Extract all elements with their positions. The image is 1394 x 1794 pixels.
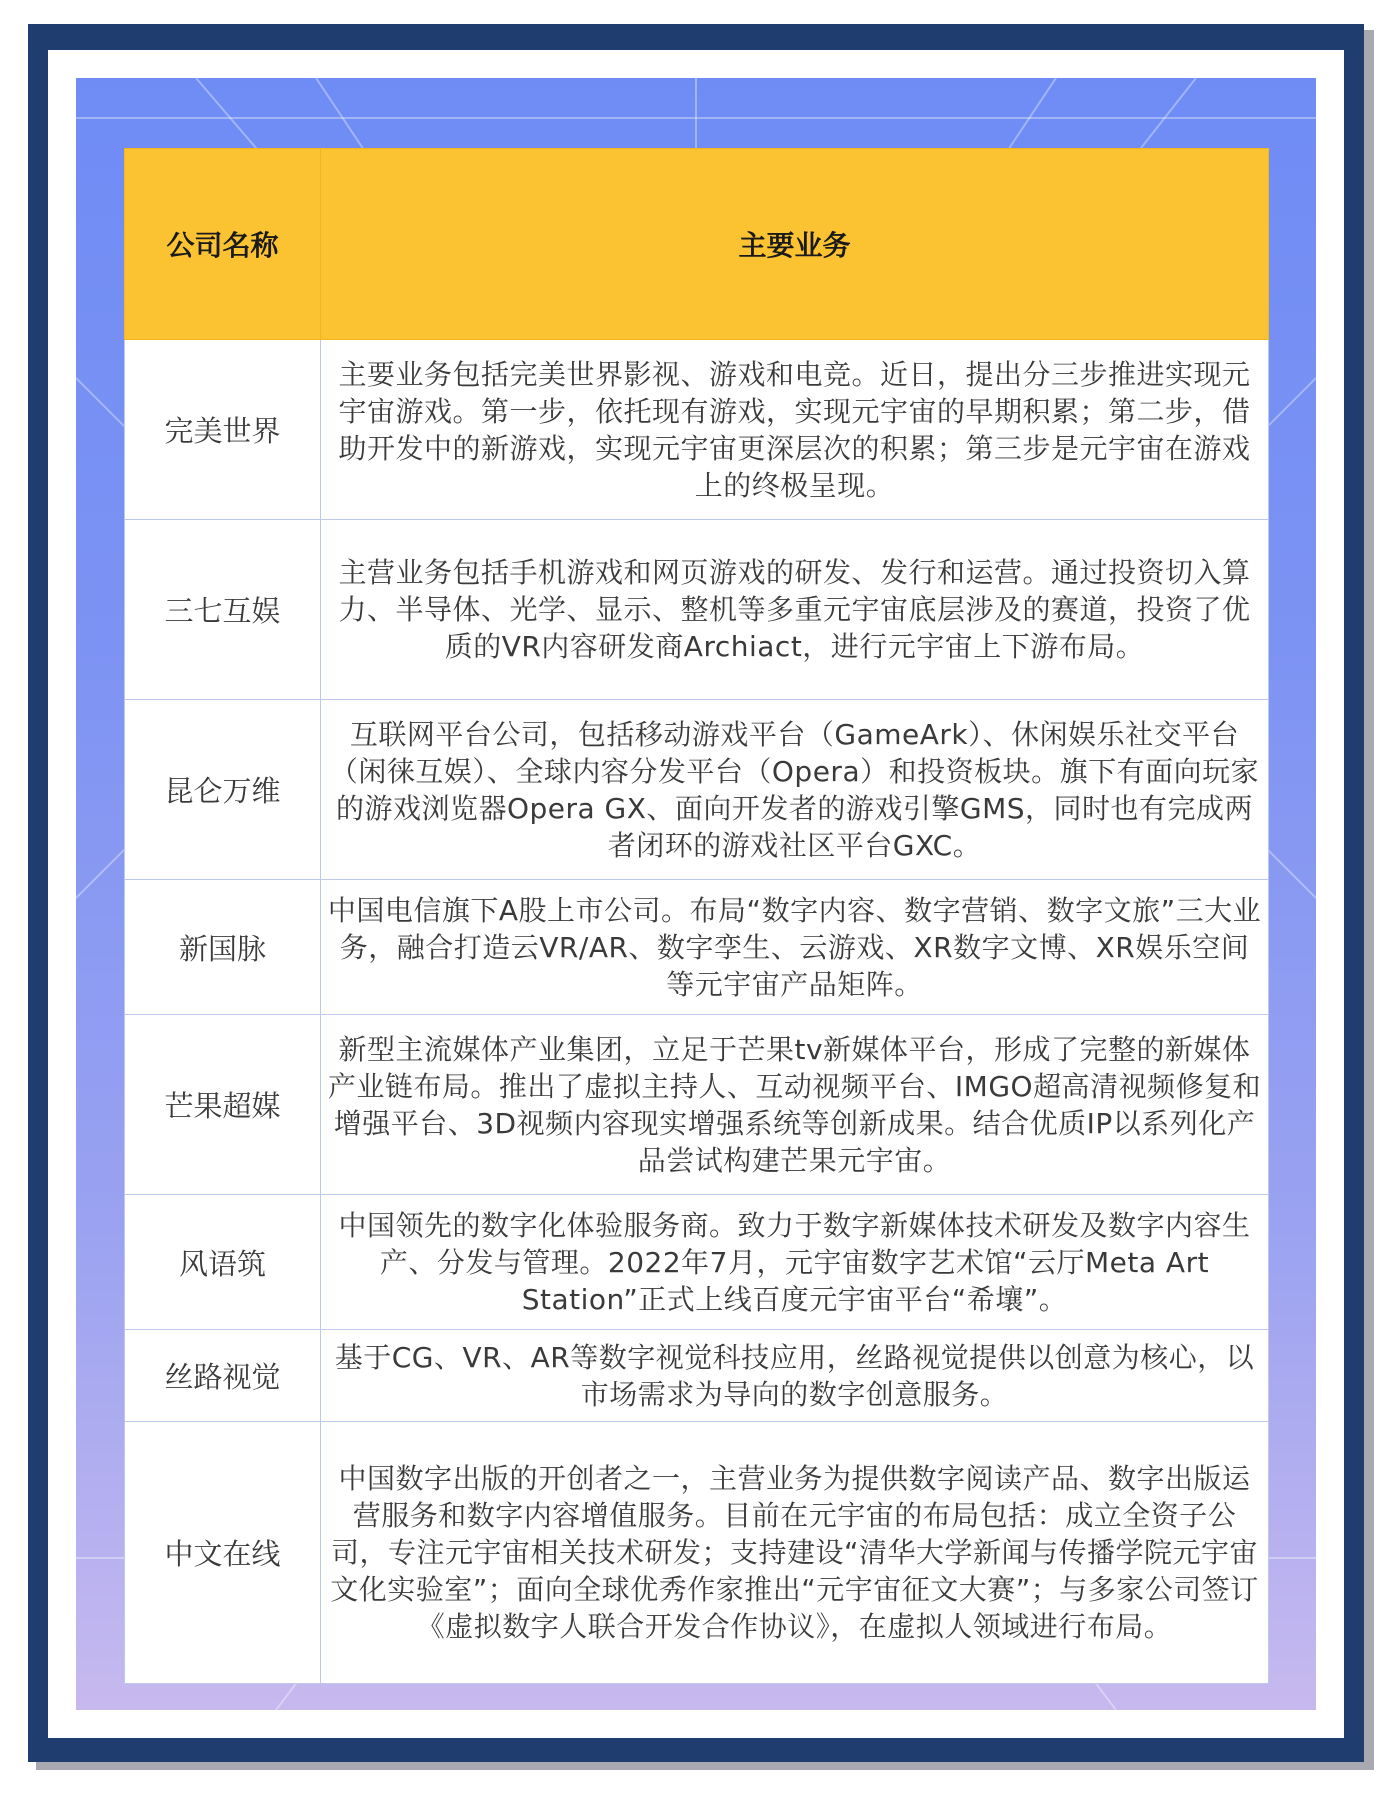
table-row xyxy=(125,1330,1269,1422)
table-row xyxy=(125,1195,1269,1330)
company-name-cell: 三七互娱 xyxy=(125,520,321,700)
table-row xyxy=(125,700,1269,880)
company-table-container xyxy=(124,148,1268,1684)
company-name-cell: 风语筑 xyxy=(125,1195,321,1330)
business-cell: 新型主流媒体产业集团，立足于芒果tv新媒体平台，形成了完整的新媒体产业链布局。推出了虚拟主持人、互动视频平台、IMGO超高清视频修复和增强平台、3D视频内容现实增强系统等创新成果。结合优质IP以系列化产品尝试构建芒果元宇宙。 xyxy=(321,1015,1269,1195)
gradient-background xyxy=(76,78,1316,1710)
content-panel xyxy=(48,50,1344,1738)
business-cell: 中国领先的数字化体验服务商。致力于数字新媒体技术研发及数字内容生产、分发与管理。2022年7月，元宇宙数字艺术馆“云厅Meta Art Station”正式上线百度元宇宙平台“希壤”。 xyxy=(321,1195,1269,1330)
business-cell: 主营业务包括手机游戏和网页游戏的研发、发行和运营。通过投资切入算力、半导体、光学、显示、整机等多重元宇宙底层涉及的赛道，投资了优质的VR内容研发商Archiact，进行元宇宙上下游布局。 xyxy=(321,520,1269,700)
business-cell: 互联网平台公司，包括移动游戏平台（GameArk）、休闲娱乐社交平台（闲徕互娱）、全球内容分发平台（Opera）和投资板块。旗下有面向玩家的游戏浏览器Opera GX、面向开发者的游戏引擎GMS，同时也有完成两者闭环的游戏社区平台GXC。 xyxy=(321,700,1269,880)
business-cell: 中国数字出版的开创者之一，主营业务为提供数字阅读产品、数字出版运营服务和数字内容增值服务。目前在元宇宙的布局包括：成立全资子公司，专注元宇宙相关技术研发；支持建设“清华大学新闻与传播学院元宇宙文化实验室”；面向全球优秀作家推出“元宇宙征文大赛”；与多家公司签订《虚拟数字人联合开发合作协议》，在虚拟人领域进行布局。 xyxy=(321,1422,1269,1684)
company-name-cell: 新国脉 xyxy=(125,880,321,1015)
table-row xyxy=(125,1422,1269,1684)
table-row xyxy=(125,880,1269,1015)
company-name-cell: 中文在线 xyxy=(125,1422,321,1684)
business-cell: 基于CG、VR、AR等数字视觉科技应用，丝路视觉提供以创意为核心，以市场需求为导向的数字创意服务。 xyxy=(321,1330,1269,1422)
company-table xyxy=(124,148,1269,1684)
table-row xyxy=(125,520,1269,700)
company-name-cell: 完美世界 xyxy=(125,340,321,520)
business-cell: 主要业务包括完美世界影视、游戏和电竞。近日，提出分三步推进实现元宇宙游戏。第一步，依托现有游戏，实现元宇宙的早期积累；第二步，借助开发中的新游戏，实现元宇宙更深层次的积累；第三步是元宇宙在游戏上的终极呈现。 xyxy=(321,340,1269,520)
table-header-row xyxy=(125,149,1269,340)
company-name-cell: 昆仑万维 xyxy=(125,700,321,880)
table-row xyxy=(125,1015,1269,1195)
company-name-cell: 芒果超媒 xyxy=(125,1015,321,1195)
header-company-name: 公司名称 xyxy=(125,149,321,340)
table-row xyxy=(125,340,1269,520)
business-cell: 中国电信旗下A股上市公司。布局“数字内容、数字营销、数字文旅”三大业务，融合打造云VR/AR、数字孪生、云游戏、XR数字文博、XR娱乐空间等元宇宙产品矩阵。 xyxy=(321,880,1269,1015)
header-main-business: 主要业务 xyxy=(321,149,1269,340)
company-name-cell: 丝路视觉 xyxy=(125,1330,321,1422)
